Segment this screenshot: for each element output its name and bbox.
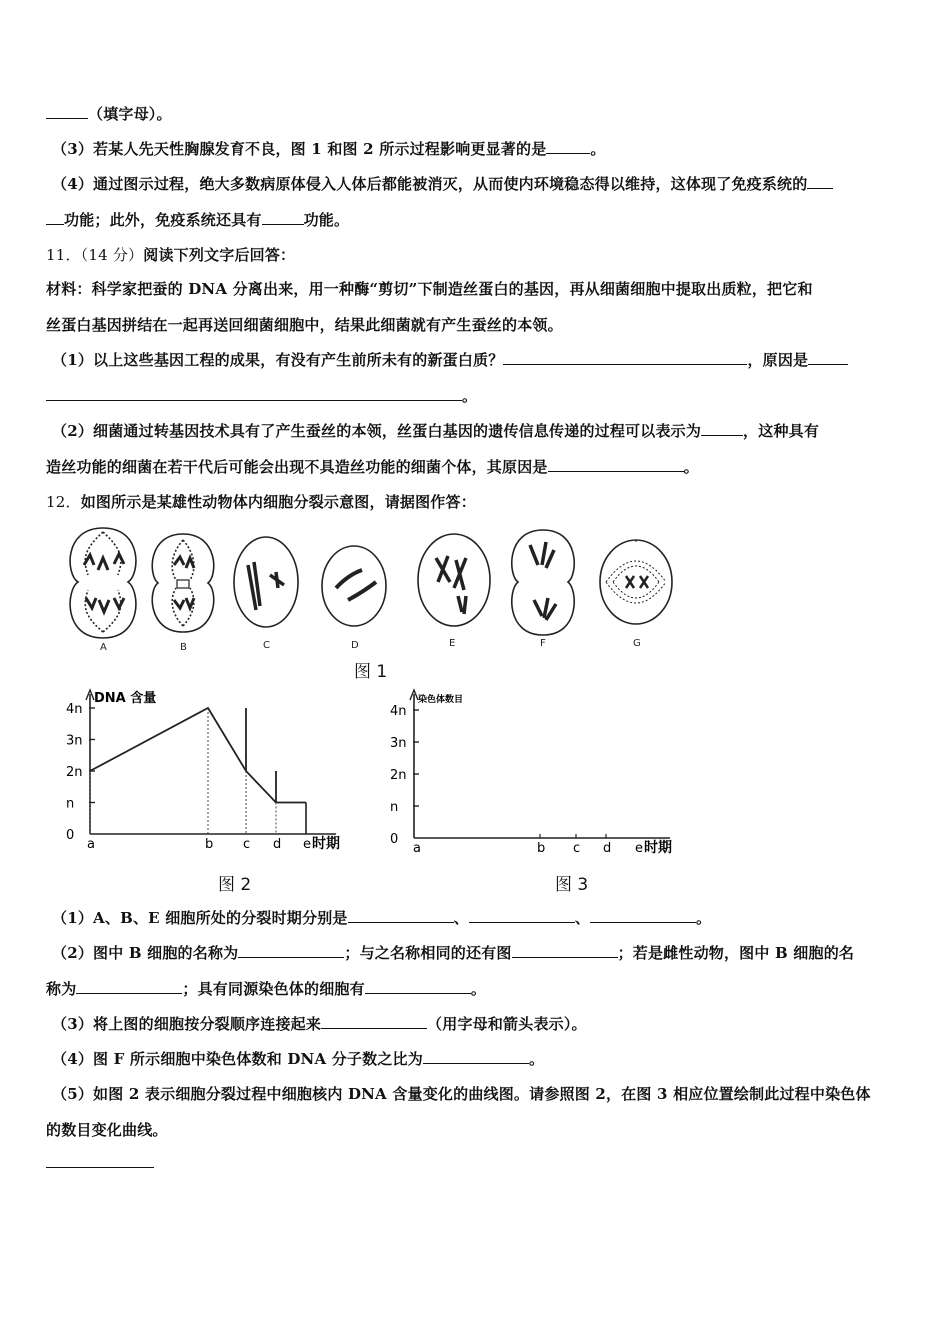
cell-label-d: D [351,640,359,651]
q11-2-cont: 造丝功能的细菌在若干代后可能会出现不具造丝功能的细菌个体，其原因是 。 [46,458,699,476]
blank[interactable] [469,908,575,923]
blank[interactable] [548,457,684,472]
cell-b [152,534,214,632]
blank[interactable] [590,908,696,923]
q11-header: 11．（14 分）阅读下列文字后回答： [46,246,296,264]
y-tick-label-2n: 2n [390,768,407,783]
figure-2-chart [58,684,358,856]
x-tick-label-b: b [537,841,546,856]
cell-g [600,540,672,624]
y-tick-label-0: 0 [66,828,75,843]
x-tick-label-b: b [205,837,214,852]
q12-2-cont: 称为 ；具有同源染色体的细胞有 。 [46,980,487,998]
y-tick-label-4n: 4n [390,704,407,719]
y-tick-label-n: n [390,800,399,815]
q10-4-cont: 功能；此外，免疫系统还具有 功能。 [46,209,349,230]
cell-label-c: C [263,640,270,651]
figure-3-chart [388,684,688,860]
figure-1-cells [58,520,698,655]
dna-content-line [90,708,306,803]
answer-line-1: （填字母）。 [46,103,172,124]
blank[interactable] [238,943,344,958]
y-axis-title: DNA 含量 [94,691,157,706]
y-tick-label-4n: 4n [66,702,83,717]
x-tick-label-d: d [603,841,612,856]
figure-1-caption: 图 1 [354,662,388,682]
q10-3: （3）若某人先天性胸腺发育不良，图 1 和图 2 所示过程影响更显著的是 。 [52,140,606,158]
cell-d [322,546,386,626]
x-tick-label-a: a [87,837,95,852]
q11-1: （1）以上这些基因工程的成果，有没有产生前所未有的新蛋白质？ ，原因是 [52,349,848,370]
cell-f [512,530,574,635]
blank[interactable] [423,1049,529,1064]
q12-header: 12．如图所示是某雄性动物体内细胞分裂示意图，请据图作答： [46,493,476,511]
x-tick-label-e: e [303,837,311,852]
y-tick-label-2n: 2n [66,765,83,780]
x-axis-title: 时期 [644,840,672,856]
cell-label-g: G [633,638,641,649]
final-answer-line [46,1153,154,1172]
y-tick-label-3n: 3n [66,733,83,749]
cell-c [234,537,298,627]
blank[interactable] [46,1153,154,1168]
blank[interactable] [321,1014,427,1029]
blank[interactable] [808,350,848,365]
y-tick-label-0: 0 [390,832,399,847]
blank[interactable] [546,139,590,154]
blank[interactable] [503,350,747,365]
x-tick-label-c: c [573,841,581,856]
figure-3-caption: 图 3 [555,875,589,895]
blank[interactable] [46,104,88,119]
cell-e [418,534,490,626]
figure-2-caption: 图 2 [218,875,252,895]
blank[interactable] [262,210,304,225]
y-tick-label-3n: 3n [390,736,407,751]
q12-5-cont: 的数目变化曲线。 [46,1121,168,1139]
q10-4: （4）通过图示过程，绝大多数病原体侵入人体后都能被消灭，从而使内环境稳态得以维持，这体现了免疫系统的 [52,173,833,194]
cell-label-a: A [100,642,107,653]
q11-2: （2）细菌通过转基因技术具有了产生蚕丝的本领，丝蛋白基因的遗传信息传递的过程可以表示为 ，这种具有 [52,422,820,440]
x-tick-label-a: a [413,841,421,856]
blank[interactable] [807,174,833,189]
q12-4: （4）图 F 所示细胞中染色体数和 DNA 分子数之比为 。 [52,1050,545,1068]
q12-5: （5）如图 2 表示细胞分裂过程中细胞核内 DNA 含量变化的曲线图。请参照图 2，在图 3 相应位置绘制此过程中染色体 [52,1085,871,1103]
cell-label-e: E [449,638,456,649]
blank[interactable] [701,421,743,436]
blank[interactable] [76,979,182,994]
blank[interactable] [46,210,64,225]
q12-3: （3）将上图的细胞按分裂顺序连接起来 （用字母和箭头表示）。 [52,1015,587,1033]
cell-a [70,528,136,638]
y-tick-label-n: n [66,796,75,812]
q12-1: （1）A、B、E 细胞所处的分裂时期分别是 、 、 。 [52,909,712,927]
x-axis-title: 时期 [312,836,340,852]
q11-material-1: 材料：科学家把蚕的 DNA 分离出来，用一种酶“剪切”下制造丝蛋白的基因，再从细菌细胞中提取出质粒，把它和 [46,280,813,298]
x-tick-label-c: c [243,837,251,852]
cell-label-f: F [540,638,546,649]
blank[interactable] [512,943,618,958]
blank[interactable] [348,908,454,923]
q11-1-cont: 。 [46,385,477,406]
cell-label-b: B [180,642,187,653]
x-tick-label-e: e [635,841,643,856]
q12-2: （2）图中 B 细胞的名称为 ；与之名称相同的还有图 ；若是雌性动物，图中 B 细胞的名 [52,944,855,962]
blank[interactable] [365,979,471,994]
y-axis-title: 染色体数目 [418,695,464,705]
x-tick-label-d: d [273,837,282,852]
blank[interactable] [46,386,462,401]
q11-material-2: 丝蛋白基因拼结在一起再送回细菌细胞中，结果此细菌就有产生蚕丝的本领。 [46,316,563,334]
